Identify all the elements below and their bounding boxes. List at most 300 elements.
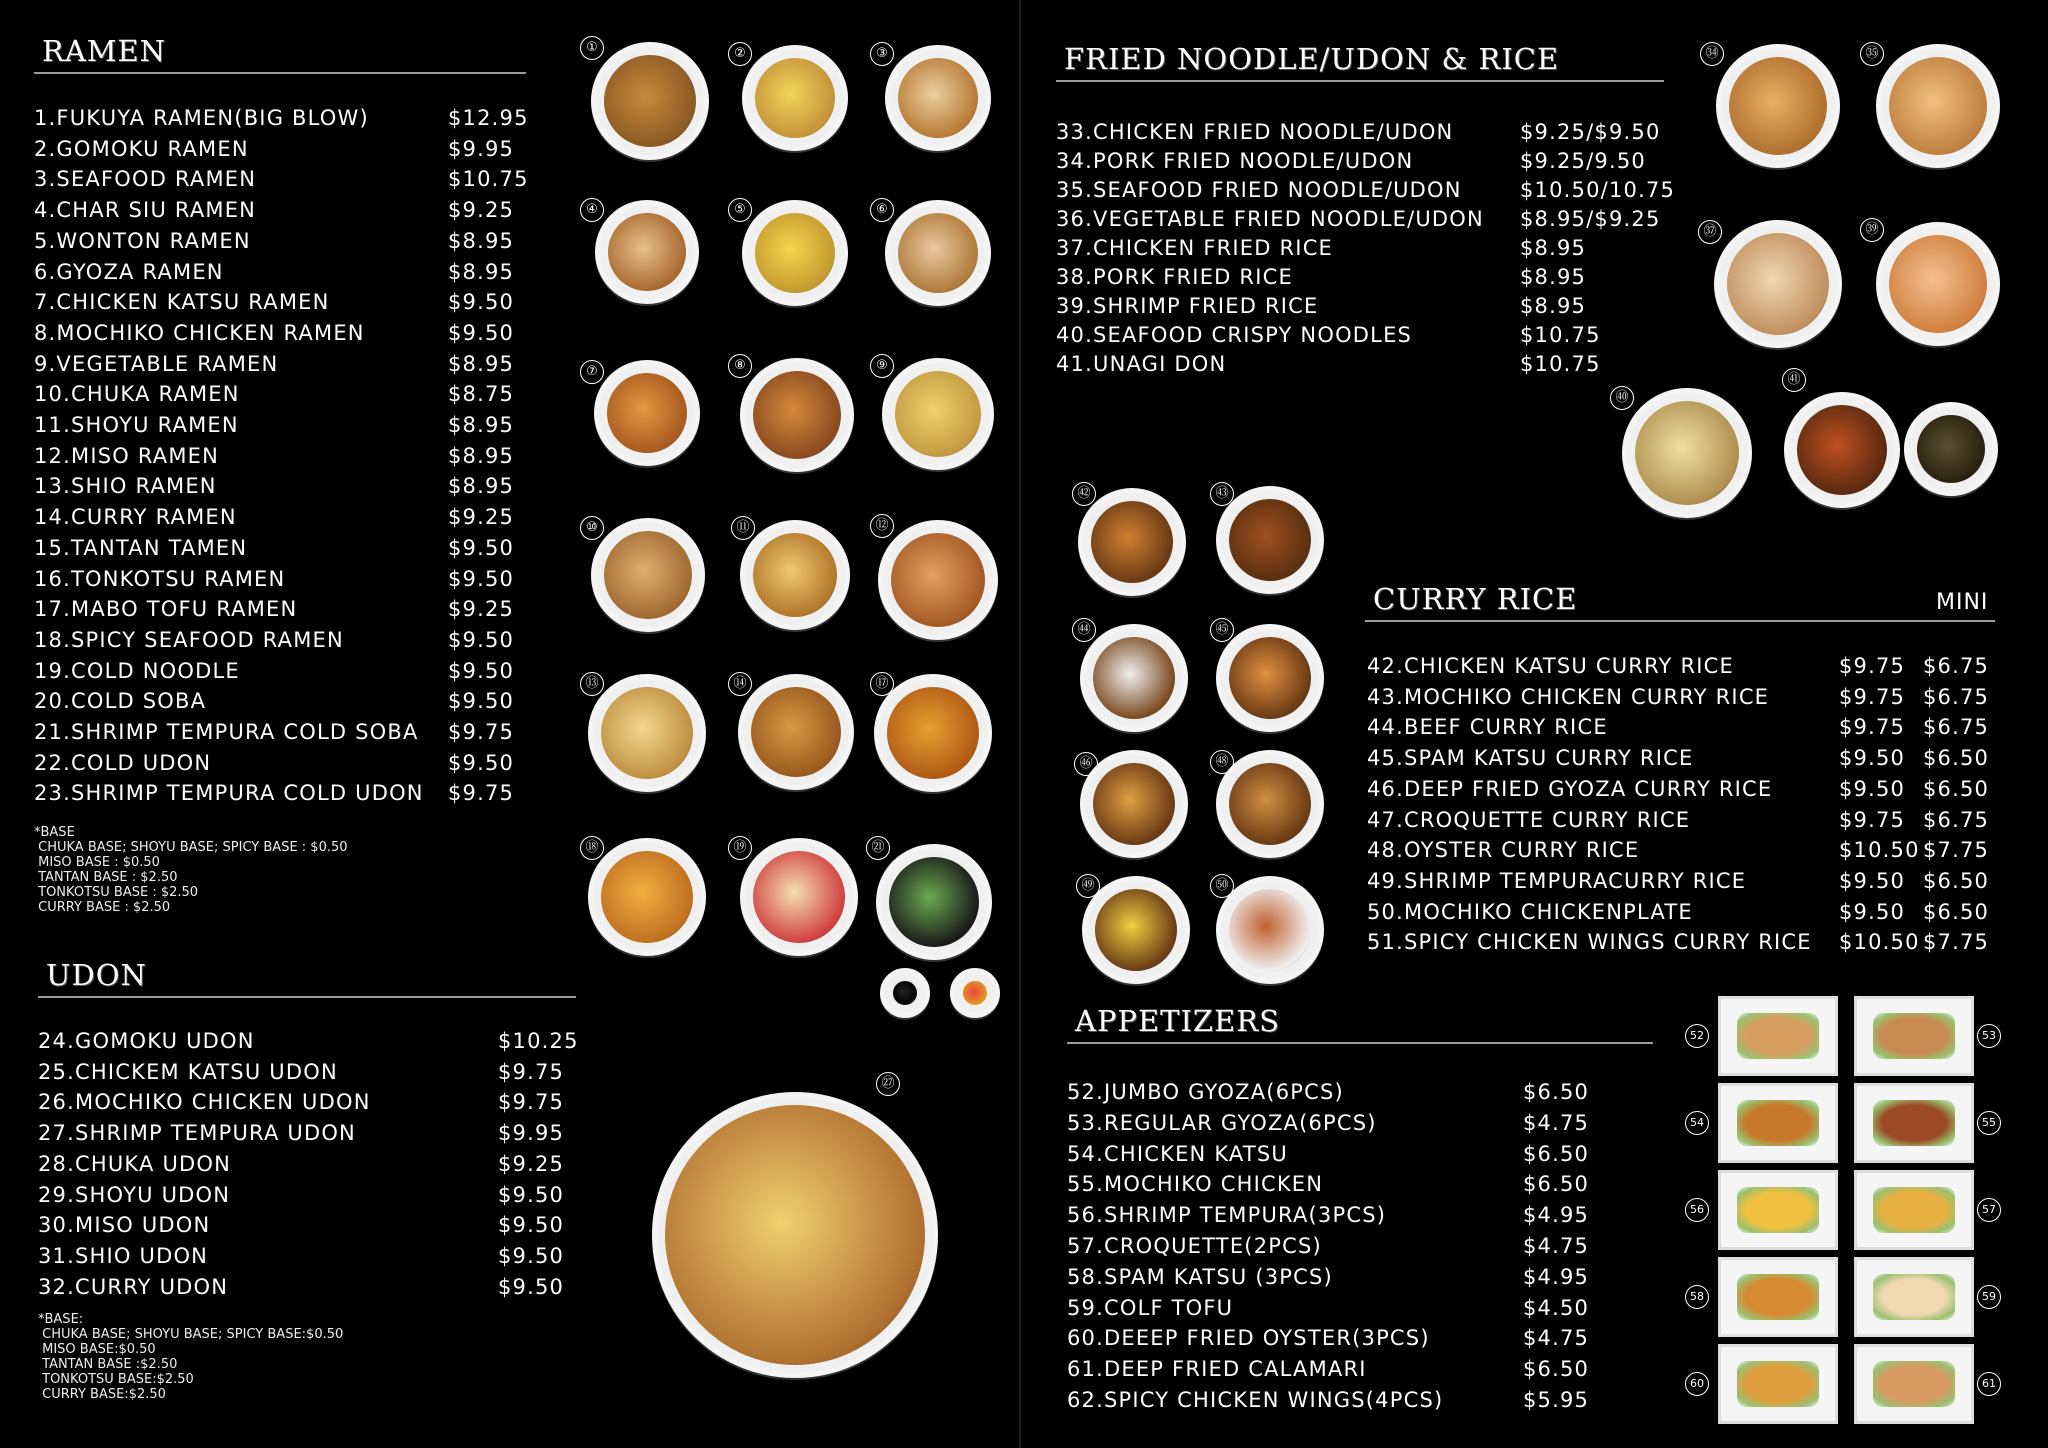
menu-item [34,195,534,226]
item-name: 40.SEAFOOD CRISPY NOODLES [1056,323,1413,347]
item-price: $9.50 [1839,746,1906,771]
dish-photo [1078,488,1186,596]
dish-photo [740,520,850,630]
dish-photo [876,844,992,960]
dish-number-badge: ⑨ [870,354,894,378]
dish-photo [591,518,705,632]
dish-photo [742,45,848,151]
dish-photo [742,200,848,306]
dish-number-badge: ⑤ [728,198,752,222]
dish-number-badge: ㊷ [1072,482,1096,506]
item-price: $8.95 [448,228,515,253]
item-name: 28.CHUKA UDON [38,1151,232,1176]
menu-item [1367,743,2027,774]
item-price: $9.75 [498,1090,565,1115]
menu-item [1067,1262,1607,1293]
item-price: $10.75 [448,167,529,192]
item-price: $9.75 [1839,684,1906,709]
item-price: $9.50 [1839,899,1906,924]
item-name: 58.SPAM KATSU (3PCS) [1067,1264,1333,1289]
item-price: $9.50 [1839,868,1906,893]
dish-number-badge: ㊸ [1210,482,1234,506]
menu-item [34,287,534,318]
item-name: 56.SHRIMP TEMPURA(3PCS) [1067,1203,1387,1228]
menu-item [34,748,534,779]
menu-item [1067,1385,1607,1416]
dish-number-badge: ③ [870,42,894,66]
item-price: $8.95 [448,351,515,376]
item-price: $8.95 [448,413,515,438]
item-mini-price: $6.50 [1923,868,1990,893]
item-price: $9.25 [448,505,515,530]
item-price: $12.95 [448,106,529,130]
dish-number-badge: ㉗ [876,1072,900,1096]
dish-photo [1622,388,1752,518]
appetizers-title: APPETIZERS [1075,1004,1280,1038]
item-name: 10.CHUKA RAMEN [34,382,240,407]
menu-item [34,226,534,257]
menu-item [1367,651,2027,682]
item-price: $9.50 [448,290,515,315]
item-name: 53.REGULAR GYOZA(6PCS) [1067,1110,1377,1135]
item-price: $8.95 [1520,236,1587,260]
fried-rule [1056,80,1664,82]
item-price: $10.50 [1839,838,1920,863]
item-name: 11.SHOYU RAMEN [34,413,239,438]
udon-title: UDON [46,958,147,992]
appetizer-photo [1854,1344,1974,1424]
item-name: 50.MOCHIKO CHICKENPLATE [1367,899,1693,924]
menu-item [1367,712,2027,743]
menu-item [38,1272,578,1303]
appetizer-photo [1854,1083,1974,1163]
menu-item [38,1026,578,1057]
dish-photo [588,674,706,792]
item-name: 4.CHAR SIU RAMEN [34,198,257,223]
dish-number-badge: 52 [1685,1024,1709,1048]
appetizers-rule [1067,1042,1653,1044]
udon-section [38,958,576,998]
menu-item [34,164,534,195]
menu-item [1067,1354,1607,1385]
menu-item [34,379,534,410]
item-price: $8.95 [448,259,515,284]
menu-item [1367,774,2027,805]
item-name: 2.GOMOKU RAMEN [34,136,249,161]
item-price: $9.75 [448,781,515,806]
dish-number-badge: ⑧ [728,354,752,378]
menu-item [38,1149,578,1180]
appetizer-photo [1718,1170,1838,1250]
dish-photo [1904,402,1998,496]
item-price: $10.75 [1520,323,1601,347]
menu-item [38,1210,578,1241]
item-name: 47.CROQUETTE CURRY RICE [1367,807,1691,832]
dish-number-badge: ㊶ [1782,368,1806,392]
dish-photo [595,200,699,304]
curry-rule [1365,620,1995,622]
menu-item [1067,1231,1607,1262]
udon-rule [38,996,576,998]
curry-list [1367,651,2027,958]
dish-number-badge: ⑲ [728,836,752,860]
dish-number-badge: ㉑ [866,836,890,860]
menu-item [34,533,534,564]
item-price: $10.50 [1839,930,1920,955]
item-mini-price: $6.75 [1923,654,1990,678]
dish-photo [1080,624,1188,732]
item-price: $9.75 [1839,715,1906,740]
dish-number-badge: ㊹ [1072,618,1096,642]
fried-list [1056,118,1676,379]
dish-photo [594,360,700,466]
item-name: 48.OYSTER CURRY RICE [1367,838,1640,863]
item-name: 62.SPICY CHICKEN WINGS(4PCS) [1067,1387,1444,1412]
menu-item [34,656,534,687]
item-name: 31.SHIO UDON [38,1243,209,1268]
dish-number-badge: ② [728,42,752,66]
menu-item [1367,805,2027,836]
menu-item [1367,835,2027,866]
menu-item [1056,234,1676,263]
item-price: $6.50 [1523,1357,1590,1382]
appetizer-photo [1718,1083,1838,1163]
dish-number-badge: ④ [580,198,604,222]
dish-photo [1216,624,1324,732]
dish-photo [1716,44,1840,168]
item-name: 55.MOCHIKO CHICKEN [1067,1172,1324,1197]
item-price: $8.75 [448,382,515,407]
item-price: $4.75 [1523,1326,1590,1351]
menu-item [34,410,534,441]
dish-number-badge: ㊲ [1698,220,1722,244]
item-price: $9.50 [1839,776,1906,801]
appetizer-photo [1854,1257,1974,1337]
item-price: $6.50 [1523,1172,1590,1197]
dish-photo [738,674,854,790]
menu-item [1067,1139,1607,1170]
item-price: $5.95 [1523,1387,1590,1412]
dish-number-badge: ⑪ [731,516,755,540]
dish-number-badge: ㊿ [1210,874,1234,898]
item-name: 27.SHRIMP TEMPURA UDON [38,1121,356,1146]
item-price: $8.95 [448,474,515,499]
dish-number-badge: ㉟ [1860,42,1884,66]
menu-item [1056,292,1676,321]
item-name: 23.SHRIMP TEMPURA COLD UDON [34,781,424,806]
curry-title: CURRY RICE [1373,582,1578,616]
fried-title: FRIED NOODLE/UDON & RICE [1064,42,1560,76]
menu-item [1056,321,1676,350]
item-price: $8.95/$9.25 [1520,207,1661,231]
menu-item [1056,118,1676,147]
item-name: 19.COLD NOODLE [34,658,240,683]
item-name: 14.CURRY RAMEN [34,505,237,530]
item-price: $9.75 [498,1059,565,1084]
item-name: 33.CHICKEN FRIED NOODLE/UDON [1056,120,1454,144]
dish-number-badge: ⑭ [728,672,752,696]
item-price: $9.50 [448,658,515,683]
dish-number-badge: ㊽ [1210,750,1234,774]
menu-item [1067,1293,1607,1324]
menu-item [34,778,534,809]
item-name: 37.CHICKEN FRIED RICE [1056,236,1334,260]
item-name: 5.WONTON RAMEN [34,228,251,253]
item-price: $9.50 [498,1243,565,1268]
ramen-section [34,34,526,74]
menu-item [34,349,534,380]
item-mini-price: $7.75 [1923,930,1990,955]
dish-number-badge: ⑬ [580,672,604,696]
center-fold [1019,0,1021,1448]
menu-item [1056,205,1676,234]
item-name: 59.COLF TOFU [1067,1295,1234,1320]
item-price: $9.25/9.50 [1520,149,1646,173]
dish-number-badge: ① [580,36,604,60]
menu-item [1056,263,1676,292]
item-price: $4.50 [1523,1295,1590,1320]
item-mini-price: $6.75 [1923,807,1990,832]
menu-item [34,686,534,717]
dish-photo [880,968,930,1018]
item-name: 38.PORK FRIED RICE [1056,265,1293,289]
dish-number-badge: ㊻ [1074,752,1098,776]
menu-item [1067,1323,1607,1354]
dish-photo [878,520,998,640]
appetizer-photo [1718,1257,1838,1337]
dish-number-badge: ⑫ [870,514,894,538]
item-name: 17.MABO TOFU RAMEN [34,597,298,622]
appetizer-photo [1854,1170,1974,1250]
appetizers-list [1067,1077,1607,1416]
dish-number-badge: 56 [1685,1198,1709,1222]
menu-item [1367,682,2027,713]
item-mini-price: $6.50 [1923,899,1990,924]
item-price: $9.75 [448,720,515,745]
item-price: $8.95 [1520,265,1587,289]
menu-item [34,717,534,748]
menu-item [34,564,534,595]
item-price: $10.50/10.75 [1520,178,1676,202]
item-name: 41.UNAGI DON [1056,352,1227,376]
ramen-title: RAMEN [42,34,167,68]
item-name: 20.COLD SOBA [34,689,207,714]
item-price: $9.75 [1839,654,1906,678]
menu-item [1056,147,1676,176]
menu-item [38,1118,578,1149]
item-name: 51.SPICY CHICKEN WINGS CURRY RICE [1367,930,1812,955]
item-price: $9.50 [498,1213,565,1238]
item-name: 46.DEEP FRIED GYOZA CURRY RICE [1367,776,1773,801]
dish-photo [1876,222,2000,346]
dish-photo [885,200,991,306]
item-price: $4.75 [1523,1110,1590,1135]
dish-photo [882,358,994,470]
dish-number-badge: 58 [1685,1285,1709,1309]
item-mini-price: $6.50 [1923,746,1990,771]
item-name: 24.GOMOKU UDON [38,1029,255,1053]
item-name: 57.CROQUETTE(2PCS) [1067,1233,1322,1258]
appetizer-photo [1718,1344,1838,1424]
dish-photo [1784,392,1900,508]
item-price: $9.75 [1839,807,1906,832]
menu-item [38,1057,578,1088]
ramen-base-note: *BASE CHUKA BASE; SHOYU BASE; SPICY BASE : $0.50 MISO BASE : $0.50 TANTAN BASE : $2.50 TONKOTSU BASE : $2.50 CURRY BASE : $2.50 [34,825,348,915]
menu-item [1367,927,2027,958]
item-name: 36.VEGETABLE FRIED NOODLE/UDON [1056,207,1484,231]
item-price: $9.25 [498,1151,565,1176]
ramen-rule [34,72,526,74]
dish-photo [591,42,709,160]
menu-item [38,1087,578,1118]
item-price: $8.95 [1520,294,1587,318]
dish-number-badge: 55 [1977,1111,2001,1135]
udon-list [38,1026,578,1302]
item-price: $9.50 [448,566,515,591]
item-name: 13.SHIO RAMEN [34,474,217,499]
dish-photo [1216,486,1324,594]
item-price: $6.50 [1523,1080,1590,1104]
item-price: $9.50 [498,1274,565,1299]
item-name: 49.SHRIMP TEMPURACURRY RICE [1367,868,1747,893]
item-name: 6.GYOZA RAMEN [34,259,224,284]
dish-number-badge: ㉞ [1700,42,1724,66]
fried-section [1056,42,1664,82]
item-price: $9.50 [448,320,515,345]
menu-item [34,441,534,472]
appetizer-photo [1854,996,1974,1076]
item-name: 54.CHICKEN KATSU [1067,1141,1288,1166]
item-name: 12.MISO RAMEN [34,443,220,468]
dish-number-badge: ⑦ [580,360,604,384]
dish-number-badge: ⑰ [870,672,894,696]
menu-item [34,594,534,625]
dish-photo [652,1092,938,1378]
item-name: 61.DEEP FRIED CALAMARI [1067,1357,1367,1382]
item-name: 16.TONKOTSU RAMEN [34,566,286,591]
item-name: 43.MOCHIKO CHICKEN CURRY RICE [1367,684,1770,709]
dish-photo [740,358,854,472]
item-name: 21.SHRIMP TEMPURA COLD SOBA [34,720,419,745]
dish-number-badge: ㊵ [1610,386,1634,410]
mini-label: MINI [1936,590,1989,615]
appetizers-section [1067,1004,1653,1044]
item-price: $8.95 [448,443,515,468]
item-price: $9.25 [448,198,515,223]
dish-number-badge: 57 [1977,1198,2001,1222]
menu-item [38,1180,578,1211]
menu-item [34,257,534,288]
ramen-list [34,103,534,809]
item-name: 30.MISO UDON [38,1213,211,1238]
curry-section [1365,582,1995,622]
item-mini-price: $6.50 [1923,776,1990,801]
menu-item [34,134,534,165]
dish-number-badge: ⑩ [580,516,604,540]
item-name: 15.TANTAN TAMEN [34,535,248,560]
item-price: $10.25 [498,1029,579,1053]
udon-base-note: *BASE: CHUKA BASE; SHOYU BASE; SPICY BASE:$0.50 MISO BASE:$0.50 TANTAN BASE :$2.50 TONKOTSU BASE:$2.50 CURRY BASE:$2.50 [38,1312,344,1402]
dish-number-badge: ㊺ [1210,618,1234,642]
item-price: $9.25 [448,597,515,622]
item-name: 52.JUMBO GYOZA(6PCS) [1067,1080,1344,1104]
dish-number-badge: ㊴ [1860,218,1884,242]
item-price: $9.95 [448,136,515,161]
menu-item [38,1241,578,1272]
menu-item [34,502,534,533]
item-name: 9.VEGETABLE RAMEN [34,351,279,376]
item-name: 18.SPICY SEAFOOD RAMEN [34,627,344,652]
dish-number-badge: 60 [1685,1372,1709,1396]
menu-item [34,103,534,134]
item-name: 1.FUKUYA RAMEN(BIG BLOW) [34,106,369,130]
dish-photo [950,968,1000,1018]
menu-item [1367,866,2027,897]
dish-number-badge: 61 [1977,1372,2001,1396]
item-name: 7.CHICKEN KATSU RAMEN [34,290,330,315]
item-price: $4.95 [1523,1264,1590,1289]
dish-photo [1714,220,1842,348]
item-price: $9.95 [498,1121,565,1146]
item-name: 8.MOCHIKO CHICKEN RAMEN [34,320,365,345]
menu-item [1067,1169,1607,1200]
item-price: $9.50 [448,535,515,560]
item-name: 25.CHICKEM KATSU UDON [38,1059,338,1084]
item-price: $9.50 [448,627,515,652]
item-price: $4.75 [1523,1233,1590,1258]
dish-photo [885,45,991,151]
item-name: 39.SHRIMP FRIED RICE [1056,294,1319,318]
menu-item [1067,1077,1607,1108]
menu-item [34,625,534,656]
item-price: $9.25/$9.50 [1520,120,1661,144]
item-name: 42.CHICKEN KATSU CURRY RICE [1367,654,1734,678]
item-name: 22.COLD UDON [34,750,212,775]
menu-item [1067,1200,1607,1231]
menu-item [1067,1108,1607,1139]
dish-number-badge: 54 [1685,1111,1709,1135]
item-name: 3.SEAFOOD RAMEN [34,167,257,192]
menu-item [1056,176,1676,205]
item-price: $6.50 [1523,1141,1590,1166]
item-name: 45.SPAM KATSU CURRY RICE [1367,746,1694,771]
menu-item [34,471,534,502]
menu-item [34,318,534,349]
item-name: 60.DEEEP FRIED OYSTER(3PCS) [1067,1326,1430,1351]
item-name: 35.SEAFOOD FRIED NOODLE/UDON [1056,178,1462,202]
item-name: 32.CURRY UDON [38,1274,229,1299]
dish-number-badge: 59 [1977,1285,2001,1309]
item-price: $10.75 [1520,352,1601,376]
item-name: 44.BEEF CURRY RICE [1367,715,1608,740]
dish-photo [588,838,706,956]
item-price: $4.95 [1523,1203,1590,1228]
menu-item [1056,350,1676,379]
dish-photo [1876,44,2000,168]
dish-photo [740,838,858,956]
item-mini-price: $7.75 [1923,838,1990,863]
appetizer-photo [1718,996,1838,1076]
item-name: 34.PORK FRIED NOODLE/UDON [1056,149,1414,173]
dish-number-badge: ㊾ [1076,874,1100,898]
item-mini-price: $6.75 [1923,684,1990,709]
item-mini-price: $6.75 [1923,715,1990,740]
menu-item [1367,897,2027,928]
item-price: $9.50 [448,689,515,714]
dish-photo [874,674,992,792]
item-price: $9.50 [448,750,515,775]
dish-number-badge: ⑱ [580,836,604,860]
